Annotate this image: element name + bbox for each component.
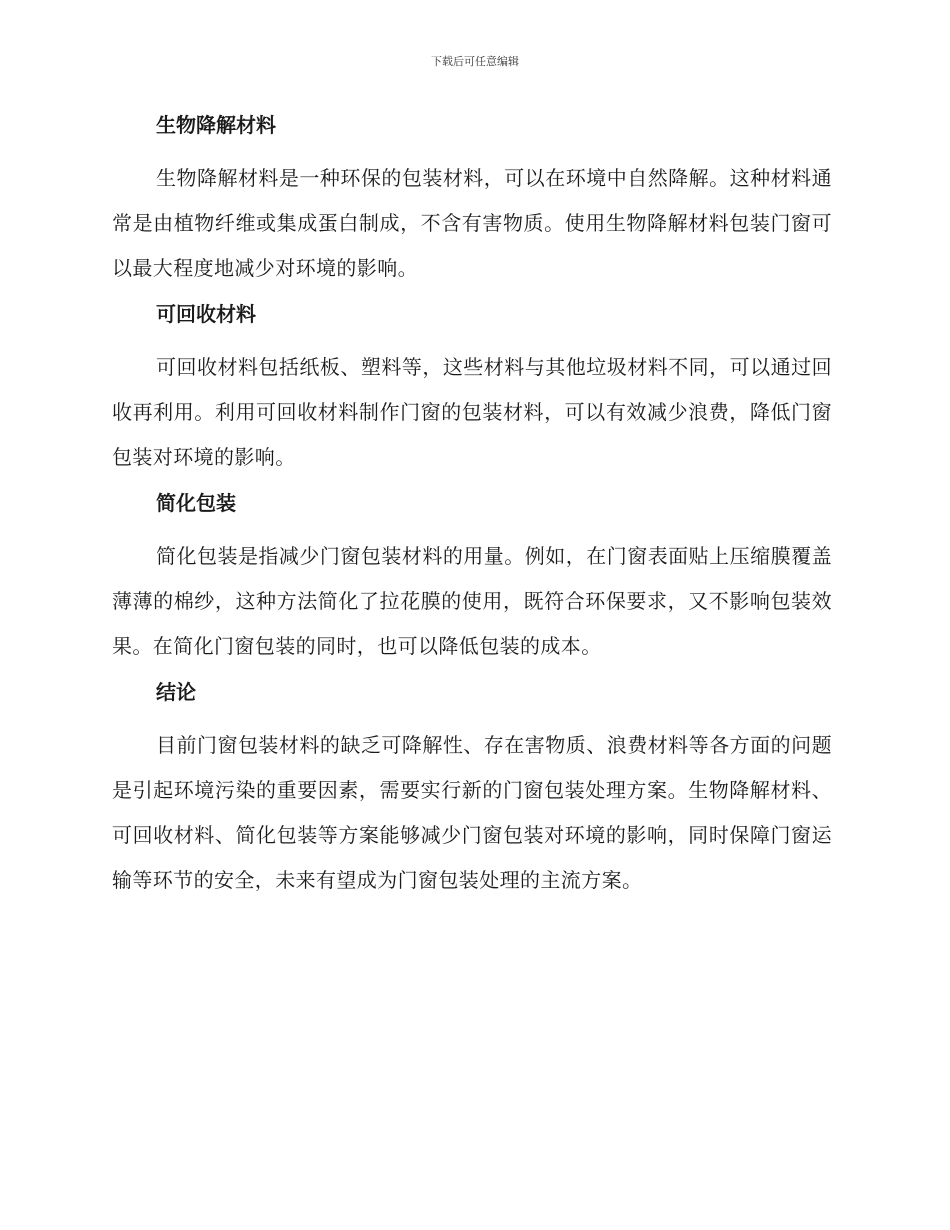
section-heading: 可回收材料 — [156, 302, 256, 326]
section-recyclable — [112, 299, 832, 480]
section-conclusion — [112, 677, 832, 903]
section-paragraph: 目前门窗包装材料的缺乏可降解性、存在害物质、浪费材料等各方面的问题是引起环境污染的重要因素，需要实行新的门窗包装处理方案。生物降解材料、可回收材料、简化包装等方案能够减少门窗包装对环境的影响，同时保障门窗运输等环节的安全，未来有望成为门窗包装处理的主流方案。 — [112, 733, 832, 892]
section-simplified-packaging — [112, 488, 832, 669]
section-paragraph: 生物降解材料是一种环保的包装材料，可以在环境中自然降解。这种材料通常是由植物纤维或集成蛋白制成，不含有害物质。使用生物降解材料包装门窗可以最大程度地减少对环境的影响。 — [112, 166, 832, 280]
document-content — [112, 110, 832, 911]
section-heading: 生物降解材料 — [156, 113, 276, 137]
section-paragraph: 可回收材料包括纸板、塑料等，这些材料与其他垃圾材料不同，可以通过回收再利用。利用可回收材料制作门窗的包装材料，可以有效减少浪费，降低门窗包装对环境的影响。 — [112, 355, 832, 469]
section-heading: 简化包装 — [156, 491, 236, 515]
page-header: 下载后可任意编辑 — [431, 55, 519, 68]
section-biodegradable — [112, 110, 832, 291]
section-paragraph: 简化包装是指减少门窗包装材料的用量。例如，在门窗表面贴上压缩膜覆盖薄薄的棉纱，这种方法简化了拉花膜的使用，既符合环保要求，又不影响包装效果。在简化门窗包装的同时，也可以降低包装的成本。 — [112, 544, 832, 658]
section-heading: 结论 — [156, 680, 196, 704]
